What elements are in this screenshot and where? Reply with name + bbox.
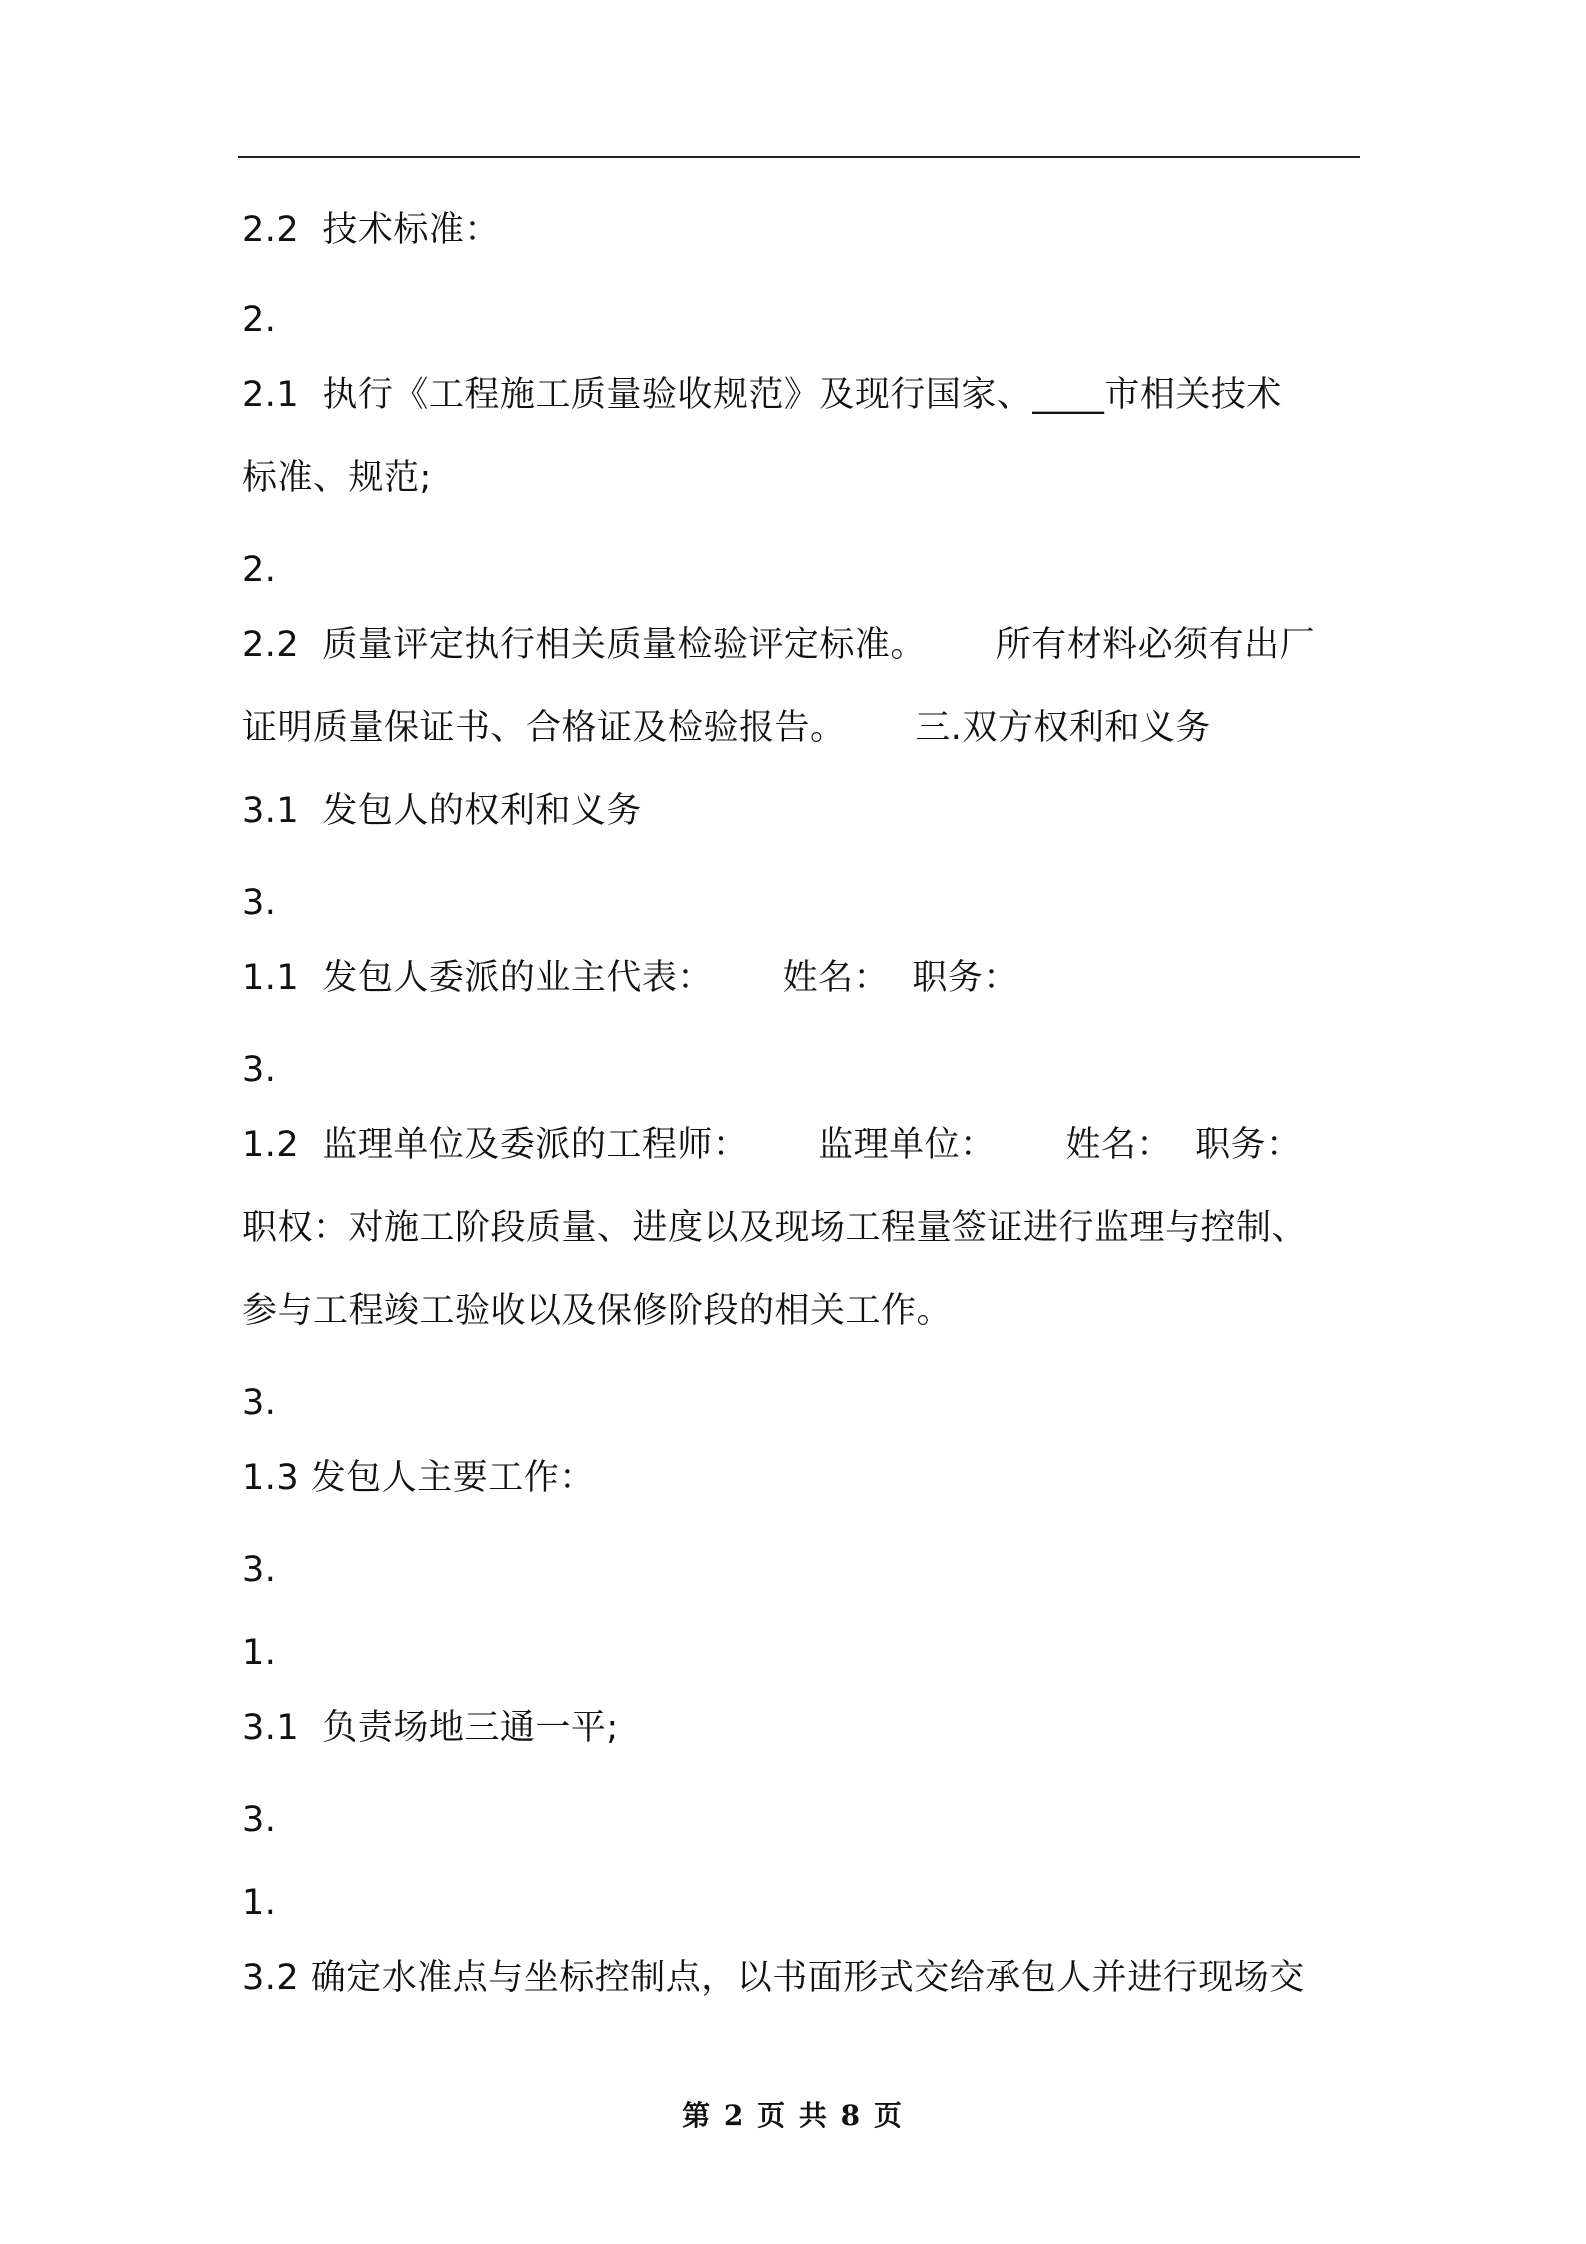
text-line: 3.2 确定水准点与坐标控制点，以书面形式交给承包人并进行现场交 [242,1958,1305,1998]
text-line: 3. [242,1050,277,1090]
text-line: 3. [242,1800,277,1840]
text-line: 1. [242,1633,277,1673]
text-line: 2.1 执行《工程施工质量验收规范》及现行国家、____市相关技术 [242,375,1282,415]
header-rule [238,156,1360,158]
text-line: 证明质量保证书、合格证及检验报告。 三.双方权利和义务 [242,708,1211,748]
text-line: 1.1 发包人委派的业主代表： 姓名： 职务： [242,958,1019,998]
text-line: 3. [242,1383,277,1423]
text-line: 2.2 质量评定执行相关质量检验评定标准。 所有材料必须有出厂 [242,625,1316,665]
text-line: 1.3 发包人主要工作： [242,1458,595,1498]
text-line: 1. [242,1883,277,1923]
text-line: 3.1 发包人的权利和义务 [242,791,642,831]
text-line: 2. [242,550,277,590]
text-line: 2. [242,300,277,340]
text-line: 3. [242,883,277,923]
text-line: 2.2 技术标准： [242,210,500,250]
text-line: 3. [242,1550,277,1590]
text-line: 职权：对施工阶段质量、进度以及现场工程量签证进行监理与控制、 [242,1208,1308,1248]
text-line: 标准、规范; [242,458,432,498]
text-line: 参与工程竣工验收以及保修阶段的相关工作。 [242,1291,953,1331]
page-number-footer: 第 2 页 共 8 页 [682,2099,904,2132]
text-line: 3.1 负责场地三通一平; [242,1708,619,1748]
text-line: 1.2 监理单位及委派的工程师： 监理单位： 姓名： 职务： [242,1125,1302,1165]
